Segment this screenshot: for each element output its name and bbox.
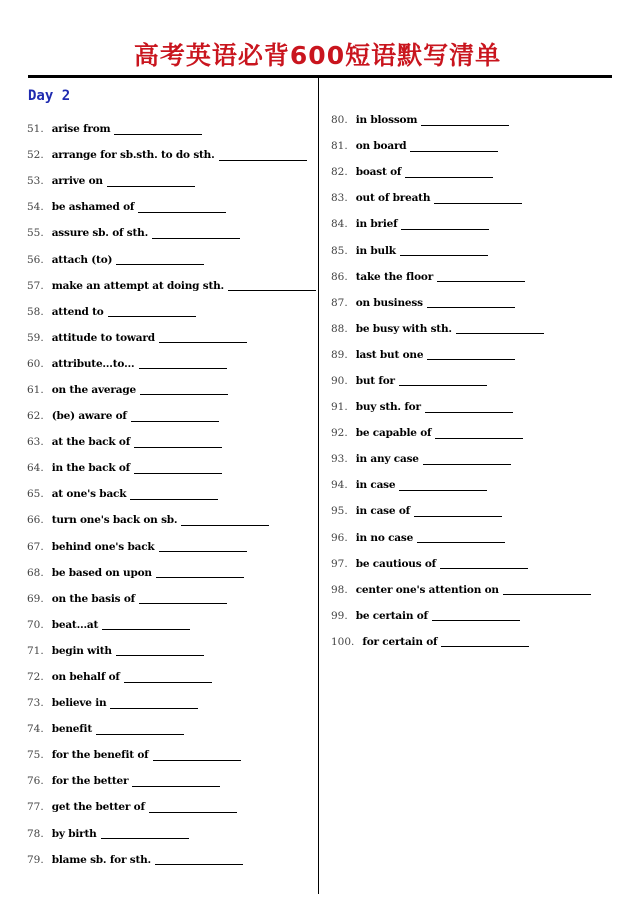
phrase-item	[331, 368, 591, 394]
phrase-text: on board	[355, 140, 407, 153]
phrase-item	[27, 768, 316, 794]
phrase-item	[27, 794, 316, 820]
phrase-text: in brief	[355, 218, 398, 231]
answer-blank	[456, 323, 544, 334]
answer-blank	[153, 750, 241, 761]
item-number: 91.	[331, 401, 348, 414]
phrase-text: on the basis of	[51, 592, 135, 605]
item-number: 63.	[27, 436, 44, 449]
phrase-text: arise from	[51, 123, 111, 136]
answer-blank	[132, 776, 220, 787]
item-number: 98.	[331, 583, 348, 596]
item-number: 87.	[331, 296, 348, 309]
item-number: 97.	[331, 557, 348, 570]
phrase-item	[331, 525, 591, 551]
phrase-item	[27, 638, 316, 664]
phrase-text: in case of	[355, 505, 410, 518]
item-number: 51.	[27, 123, 44, 136]
phrase-item	[331, 498, 591, 524]
answer-blank	[417, 532, 505, 543]
phrase-text: in any case	[355, 453, 419, 466]
phrase-text: assure sb. of sth.	[51, 227, 149, 240]
answer-blank	[427, 297, 515, 308]
phrase-item	[331, 577, 591, 603]
right-column-list	[331, 107, 591, 655]
phrase-text: arrange for sb.sth. to do sth.	[51, 149, 215, 162]
day-label: Day 2	[28, 88, 71, 104]
phrase-item	[331, 264, 591, 290]
item-number: 72.	[27, 671, 44, 684]
item-number: 53.	[27, 175, 44, 188]
item-number: 64.	[27, 462, 44, 475]
phrase-text: attitude to toward	[51, 331, 155, 344]
item-number: 70.	[27, 618, 44, 631]
phrase-item	[27, 299, 316, 325]
phrase-text: for the benefit of	[51, 749, 149, 762]
item-number: 85.	[331, 244, 348, 257]
item-number: 61.	[27, 383, 44, 396]
phrase-text: for certain of	[362, 635, 438, 648]
item-number: 78.	[27, 827, 44, 840]
answer-blank	[228, 280, 316, 291]
answer-blank	[435, 428, 523, 439]
answer-blank	[116, 645, 204, 656]
phrase-item	[331, 185, 591, 211]
phrase-text: boast of	[355, 166, 402, 179]
item-number: 59.	[27, 331, 44, 344]
answer-blank	[130, 489, 218, 500]
item-number: 62.	[27, 410, 44, 423]
phrase-item	[27, 821, 316, 847]
phrase-item	[331, 394, 591, 420]
phrase-item	[331, 290, 591, 316]
answer-blank	[138, 202, 226, 213]
phrase-item	[27, 325, 316, 351]
answer-blank	[423, 454, 511, 465]
phrase-item	[27, 690, 316, 716]
answer-blank	[427, 349, 515, 360]
phrase-text: begin with	[51, 644, 112, 657]
phrase-text: by birth	[51, 827, 97, 840]
phrase-item	[331, 342, 591, 368]
answer-blank	[399, 375, 487, 386]
phrase-text: be certain of	[355, 609, 428, 622]
item-number: 80.	[331, 114, 348, 127]
phrase-text: buy sth. for	[355, 401, 421, 414]
answer-blank	[102, 619, 190, 630]
phrase-item	[27, 481, 316, 507]
item-number: 65.	[27, 488, 44, 501]
phrase-item	[27, 220, 316, 246]
answer-blank	[400, 245, 488, 256]
answer-blank	[434, 193, 522, 204]
phrase-text: attend to	[51, 305, 104, 318]
answer-blank	[96, 724, 184, 735]
answer-blank	[134, 437, 222, 448]
item-number: 52.	[27, 149, 44, 162]
phrase-text: behind one's back	[51, 540, 155, 553]
item-number: 96.	[331, 531, 348, 544]
item-number: 75.	[27, 749, 44, 762]
phrase-item	[27, 168, 316, 194]
phrase-text: be cautious of	[355, 557, 436, 570]
phrase-item	[27, 586, 316, 612]
item-number: 58.	[27, 305, 44, 318]
answer-blank	[156, 567, 244, 578]
item-number: 89.	[331, 348, 348, 361]
phrase-text: be busy with sth.	[355, 322, 452, 335]
page-title: 高考英语必背600短语默写清单	[133, 41, 502, 70]
item-number: 88.	[331, 322, 348, 335]
item-number: 68.	[27, 566, 44, 579]
phrase-text: blame sb. for sth.	[51, 853, 152, 866]
phrase-text: in no case	[355, 531, 414, 544]
phrase-item	[27, 377, 316, 403]
answer-blank	[219, 150, 307, 161]
answer-blank	[139, 358, 227, 369]
phrase-text: turn one's back on sb.	[51, 514, 178, 527]
phrase-item	[27, 742, 316, 768]
item-number: 90.	[331, 374, 348, 387]
answer-blank	[441, 636, 529, 647]
item-number: 66.	[27, 514, 44, 527]
phrase-item	[331, 472, 591, 498]
item-number: 71.	[27, 644, 44, 657]
answer-blank	[181, 515, 269, 526]
phrase-item	[331, 159, 591, 185]
answer-blank	[414, 506, 502, 517]
item-number: 84.	[331, 218, 348, 231]
phrase-item	[27, 560, 316, 586]
phrase-text: on the average	[51, 383, 136, 396]
answer-blank	[399, 480, 487, 491]
item-number: 55.	[27, 227, 44, 240]
phrase-text: in blossom	[355, 114, 418, 127]
answer-blank	[432, 610, 520, 621]
phrase-item	[27, 273, 316, 299]
phrase-text: in the back of	[51, 462, 130, 475]
answer-blank	[140, 384, 228, 395]
item-number: 94.	[331, 479, 348, 492]
phrase-item	[27, 612, 316, 638]
item-number: 92.	[331, 427, 348, 440]
phrase-text: at one's back	[51, 488, 127, 501]
phrase-text: in case	[355, 479, 396, 492]
phrase-text: on behalf of	[51, 671, 120, 684]
answer-blank	[149, 802, 237, 813]
phrase-item	[27, 847, 316, 873]
answer-blank	[437, 271, 525, 282]
item-number: 74.	[27, 723, 44, 736]
phrase-text: make an attempt at doing sth.	[51, 279, 224, 292]
answer-blank	[405, 167, 493, 178]
item-number: 79.	[27, 853, 44, 866]
phrase-text: last but one	[355, 348, 424, 361]
phrase-item	[331, 420, 591, 446]
phrase-item	[27, 429, 316, 455]
phrase-text: beat…at	[51, 618, 99, 631]
item-number: 56.	[27, 253, 44, 266]
phrase-item	[27, 507, 316, 533]
phrase-text: but for	[355, 374, 395, 387]
phrase-item	[331, 237, 591, 263]
phrase-text: get the better of	[51, 801, 145, 814]
phrase-item	[331, 211, 591, 237]
item-number: 69.	[27, 592, 44, 605]
item-number: 100.	[331, 635, 355, 648]
answer-blank	[159, 332, 247, 343]
answer-blank	[134, 463, 222, 474]
answer-blank	[159, 541, 247, 552]
phrase-item	[27, 116, 316, 142]
phrase-item	[331, 107, 591, 133]
phrase-item	[331, 603, 591, 629]
answer-blank	[131, 411, 219, 422]
left-column-list	[27, 116, 316, 873]
phrase-item	[27, 142, 316, 168]
item-number: 76.	[27, 775, 44, 788]
phrase-text: center one's attention on	[355, 583, 499, 596]
phrase-item	[27, 534, 316, 560]
phrase-item	[27, 716, 316, 742]
answer-blank	[440, 558, 528, 569]
phrase-text: (be) aware of	[51, 410, 127, 423]
item-number: 99.	[331, 609, 348, 622]
phrase-text: benefit	[51, 723, 92, 736]
item-number: 83.	[331, 192, 348, 205]
phrase-text: take the floor	[355, 270, 434, 283]
answer-blank	[108, 306, 196, 317]
phrase-text: at the back of	[51, 436, 131, 449]
phrase-text: out of breath	[355, 192, 431, 205]
phrase-item	[27, 351, 316, 377]
phrase-item	[331, 446, 591, 472]
phrase-text: believe in	[51, 697, 107, 710]
phrase-item	[27, 403, 316, 429]
answer-blank	[421, 115, 509, 126]
phrase-text: attach (to)	[51, 253, 113, 266]
answer-blank	[152, 228, 240, 239]
answer-blank	[139, 593, 227, 604]
item-number: 95.	[331, 505, 348, 518]
answer-blank	[101, 828, 189, 839]
phrase-item	[27, 664, 316, 690]
phrase-text: be ashamed of	[51, 201, 135, 214]
phrase-text: attribute…to…	[51, 357, 135, 370]
item-number: 86.	[331, 270, 348, 283]
phrase-text: in bulk	[355, 244, 396, 257]
answer-blank	[116, 254, 204, 265]
item-number: 67.	[27, 540, 44, 553]
answer-blank	[410, 141, 498, 152]
answer-blank	[107, 176, 195, 187]
answer-blank	[114, 124, 202, 135]
answer-blank	[155, 854, 243, 865]
item-number: 93.	[331, 453, 348, 466]
phrase-item	[27, 455, 316, 481]
item-number: 77.	[27, 801, 44, 814]
answer-blank	[110, 698, 198, 709]
item-number: 81.	[331, 140, 348, 153]
answer-blank	[503, 584, 591, 595]
item-number: 73.	[27, 697, 44, 710]
item-number: 54.	[27, 201, 44, 214]
column-divider	[318, 78, 319, 894]
phrase-item	[27, 194, 316, 220]
phrase-item	[331, 133, 591, 159]
phrase-text: be based on upon	[51, 566, 152, 579]
title-rule	[28, 75, 612, 78]
item-number: 60.	[27, 357, 44, 370]
phrase-item	[331, 316, 591, 342]
answer-blank	[425, 402, 513, 413]
phrase-text: arrive on	[51, 175, 103, 188]
phrase-item	[331, 629, 591, 655]
item-number: 57.	[27, 279, 44, 292]
answer-blank	[401, 219, 489, 230]
item-number: 82.	[331, 166, 348, 179]
phrase-text: for the better	[51, 775, 129, 788]
answer-blank	[124, 672, 212, 683]
phrase-text: be capable of	[355, 427, 432, 440]
phrase-text: on business	[355, 296, 423, 309]
phrase-item	[331, 551, 591, 577]
phrase-item	[27, 246, 316, 272]
